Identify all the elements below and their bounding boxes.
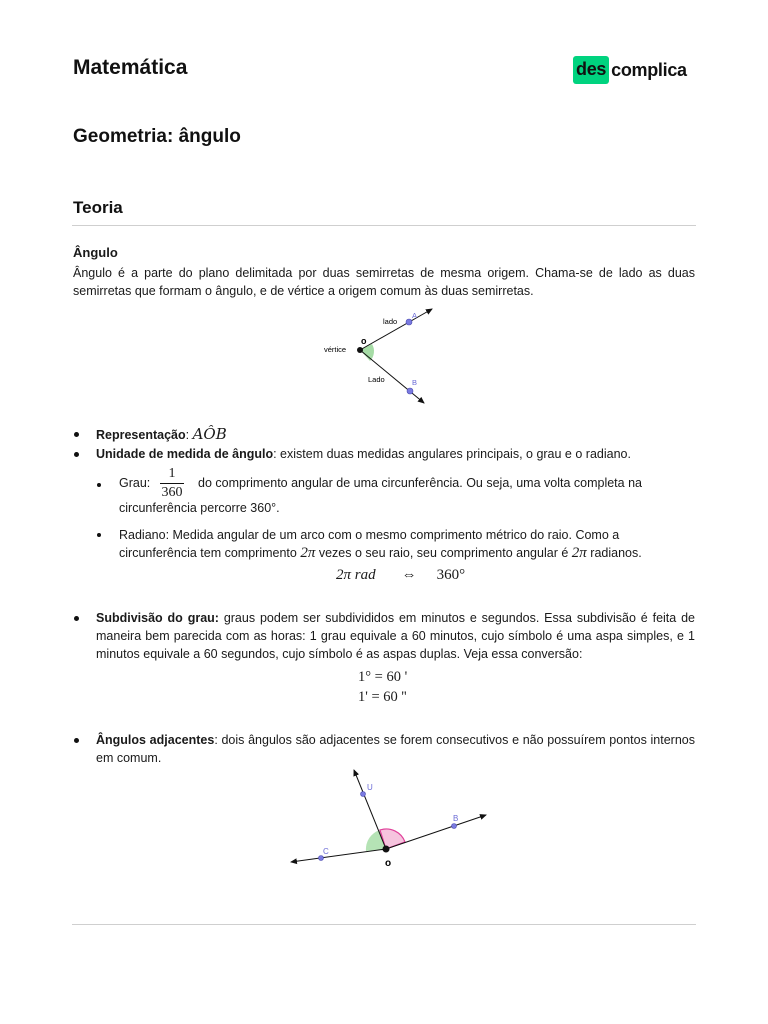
label-lado-bottom: Lado: [368, 375, 385, 384]
unidade-label: Unidade de medida de ângulo: [96, 447, 274, 461]
representacao-expr: AÔB: [192, 425, 227, 443]
grau-fraction: [160, 466, 184, 501]
subdivisao-label: Subdivisão do grau:: [96, 611, 219, 625]
conversion-line-1: 1° = 60 ': [358, 669, 408, 685]
fraction-line: [160, 483, 184, 484]
descomplica-logo: [573, 55, 687, 85]
angulo-paragraph: Ângulo é a parte do plano delimitada por duas semirretas de mesma origem. Chama-se de lado as duas semirretas que formam o ângulo, e de vértice a origem comum às duas semirretas.: [73, 266, 695, 298]
two-pi: 2π: [571, 545, 587, 561]
eq-left: 2π rad: [336, 567, 376, 583]
label-u: U: [367, 783, 373, 792]
eq-right: 360°: [436, 567, 466, 583]
bullet-dot: [74, 452, 79, 457]
divider: [72, 225, 696, 226]
label-o: o: [361, 336, 367, 346]
radiano-text-c: radianos.: [590, 546, 642, 560]
adjacentes-text: : dois ângulos são adjacentes se forem consecutivos e não possuírem pontos internos em comum.: [96, 733, 695, 765]
unidade-text: : existem duas medidas angulares principais, o grau e o radiano.: [273, 447, 631, 461]
adjacentes-label: Ângulos adjacentes: [96, 733, 215, 747]
equivalence-arrow: ⇔: [401, 567, 417, 583]
ray-b: [386, 815, 486, 849]
ray-a: [360, 309, 432, 350]
logo-highlight: des: [573, 56, 609, 84]
point-b: [452, 824, 457, 829]
radiano-line-1: Radiano: Medida angular de um arco com o mesmo comprimento métrico do raio. Como a: [119, 528, 620, 542]
label-c: C: [323, 847, 329, 856]
sub-bullet-dot: [97, 533, 101, 537]
conversion-line-2: 1' = 60 '': [358, 689, 407, 705]
conversion-equations: [358, 667, 407, 707]
label-a: A: [412, 311, 418, 320]
bullet-unidade: [96, 445, 631, 463]
label-b: B: [453, 814, 459, 823]
subdivisao-text: graus podem ser subdivididos em minutos e segundos. Essa subdivisão é feita de maneira bem parecida com as horas: 1 grau equivale a 60 minutos, cujo símbolo é uma aspa simples, e 1 minutos equivale a 60 segundos, cujo símbolo é as aspas duplas. Veja essa conversão:: [96, 611, 695, 661]
bullet-dot: [74, 616, 79, 621]
bullet-dot: [74, 432, 79, 437]
representacao-label: Representação: [96, 428, 186, 442]
topic-title: Geometria: ângulo: [73, 126, 241, 147]
logo-text: complica: [611, 59, 687, 80]
bullet-representacao: [96, 425, 227, 444]
point-u: [361, 792, 366, 797]
point-c: [319, 856, 324, 861]
label-b: B: [412, 378, 418, 387]
bullet-dot: [74, 738, 79, 743]
two-pi: 2π: [300, 545, 316, 561]
radiano-line-2: [119, 544, 642, 562]
adjacent-angles-figure: [288, 768, 498, 878]
grau-label: Grau:: [119, 476, 151, 490]
representacao-sep: :: [185, 428, 190, 442]
vertex-point: [383, 846, 390, 853]
footer-divider: [72, 924, 696, 925]
vertex-point: [357, 347, 363, 353]
radiano-text-a: circunferência tem comprimento: [119, 546, 297, 560]
angle-figure: [320, 306, 440, 406]
section-title: Teoria: [73, 198, 123, 217]
sub-bullet-dot: [97, 483, 101, 487]
fraction-numerator: 1: [168, 466, 176, 481]
label-vertice: vértice: [324, 345, 347, 354]
fraction-denominator: 360: [161, 485, 183, 500]
rad-equivalence: [336, 567, 465, 584]
angulo-heading: Ângulo: [73, 245, 118, 260]
point-b: [407, 388, 413, 394]
label-o: o: [385, 858, 392, 869]
grau-text-2: circunferência percorre 360°.: [119, 501, 280, 515]
ray-c: [291, 849, 386, 862]
label-lado-top: lado: [383, 317, 398, 326]
grau-text: do comprimento angular de uma circunferência. Ou seja, uma volta completa na: [198, 476, 642, 490]
radiano-text-b: vezes o seu raio, seu comprimento angular é: [318, 546, 569, 560]
bullet-subdivisao: [96, 609, 695, 663]
subject-title: Matemática: [73, 56, 188, 79]
bullet-adjacentes: [96, 731, 695, 767]
